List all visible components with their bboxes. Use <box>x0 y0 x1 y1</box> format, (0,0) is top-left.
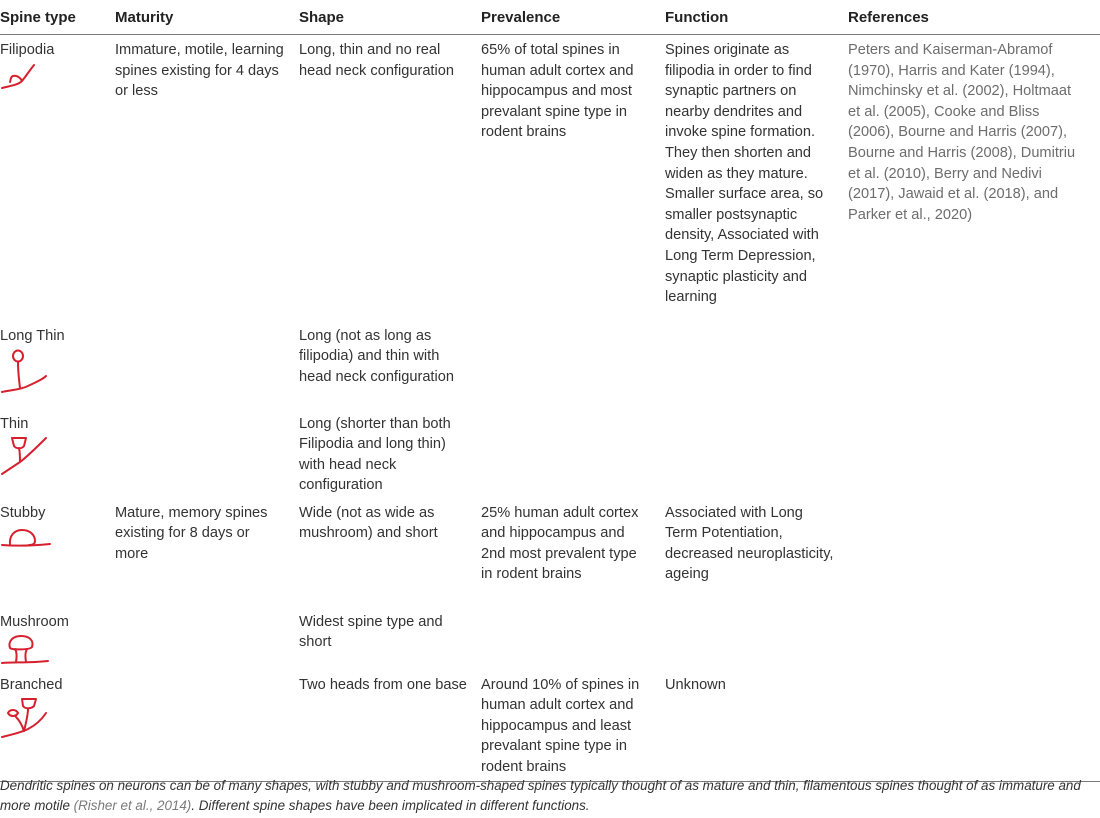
table-row-long-thin <box>0 326 1100 414</box>
header-shape: Shape <box>299 0 481 35</box>
long-thin-spine-icon <box>0 346 48 396</box>
shape-cell: Wide (not as wide as mushroom) and short <box>299 504 438 542</box>
prevalence-cell <box>481 326 665 414</box>
maturity-cell <box>115 612 299 675</box>
maturity-cell <box>115 326 299 414</box>
shape-cell: Widest spine type and short <box>299 613 443 651</box>
function-cell: Spines originate as filipodia in order to find synaptic partners on nearby dendrites and invoke spine formation. They then shorten and widen as they mature. Smaller surface area, so smaller postsynaptic density, Associated with Long Term Depression, synaptic plasticity and learning <box>665 42 824 306</box>
caption-text-end: . Different spine shapes have been implicated in different functions. <box>191 797 590 813</box>
table-row-thin <box>0 414 1100 503</box>
references-cell <box>848 326 1100 414</box>
shape-cell: Two heads from one base <box>299 675 481 782</box>
references-cell <box>848 503 1100 612</box>
prevalence-cell <box>481 414 665 503</box>
table-row-stubby <box>0 503 1100 612</box>
function-cell: Associated with Long Term Potentiation, decreased neuroplasticity, ageing <box>665 504 834 583</box>
references-cell <box>848 675 1100 782</box>
shape-cell: Long (shorter than both Filipodia and long thin) with head neck configuration <box>299 415 451 494</box>
references-cell <box>848 414 1100 503</box>
maturity-cell <box>115 675 299 782</box>
spine-type-name: Stubby <box>0 504 46 521</box>
prevalence-cell <box>481 612 665 675</box>
stubby-spine-icon <box>0 523 52 551</box>
spine-type-name: Long Thin <box>0 327 65 344</box>
function-cell <box>665 326 848 414</box>
references-cell: Peters and Kaiserman-Abramof (1970), Harris and Kater (1994), Nimchinsky et al. (2002), Holtmaat et al. (2005), Cooke and Bliss (2006), Bourne and Harris (2007), Bourne and Harris (2008), Dumitriu et al. (2010), Berry and Nedivi (2017), Jawaid et al. (2018), and Parker et al., 2020) <box>848 42 1076 223</box>
references-cell <box>848 612 1100 675</box>
spine-type-name: Thin <box>0 415 29 432</box>
table-row-branched <box>0 675 1100 782</box>
function-cell <box>665 414 848 503</box>
caption-citation-link[interactable]: (Risher et al., 2014) <box>73 797 192 813</box>
table-header-row <box>0 0 1100 35</box>
header-prevalence: Prevalence <box>481 0 665 35</box>
spine-type-name: Mushroom <box>0 613 69 630</box>
filipodia-spine-icon <box>0 61 44 93</box>
prevalence-cell: 65% of total spines in human adult cortex and hippocampus and most prevalant spine type in rodent brains <box>481 42 634 141</box>
table-row-mushroom <box>0 612 1100 675</box>
header-maturity: Maturity <box>115 0 299 35</box>
header-spine-type: Spine type <box>0 0 115 35</box>
shape-cell: Long, thin and no real head neck configuration <box>299 42 454 79</box>
table-row-filipodia <box>0 35 1100 326</box>
mushroom-spine-icon <box>0 632 52 668</box>
maturity-cell: Immature, motile, learning spines existing for 4 days or less <box>115 42 284 100</box>
header-references: References <box>848 0 1100 35</box>
maturity-cell <box>115 414 299 503</box>
prevalence-cell: Around 10% of spines in human adult cortex and hippocampus and least prevalant spine type in rodent brains <box>481 675 665 782</box>
function-cell <box>665 612 848 675</box>
function-cell: Unknown <box>665 675 848 782</box>
spine-type-name: Branched <box>0 676 63 693</box>
maturity-cell: Mature, memory spines existing for 8 days or more <box>115 504 268 562</box>
prevalence-cell: 25% human adult cortex and hippocampus and 2nd most prevalent type in rodent brains <box>481 504 639 583</box>
spine-type-name: Filipodia <box>0 42 55 58</box>
shape-cell: Long (not as long as filipodia) and thin with head neck configuration <box>299 327 454 385</box>
thin-spine-icon <box>0 434 50 478</box>
header-function: Function <box>665 0 848 35</box>
table-caption <box>0 776 1100 815</box>
caption-text: Dendritic spines on neurons can be of many shapes, with stubby and mushroom-shaped spines typically thought of as mature and thin, filamentous spines thought of as immature and more motile <box>0 778 1081 813</box>
branched-spine-icon <box>0 695 52 741</box>
